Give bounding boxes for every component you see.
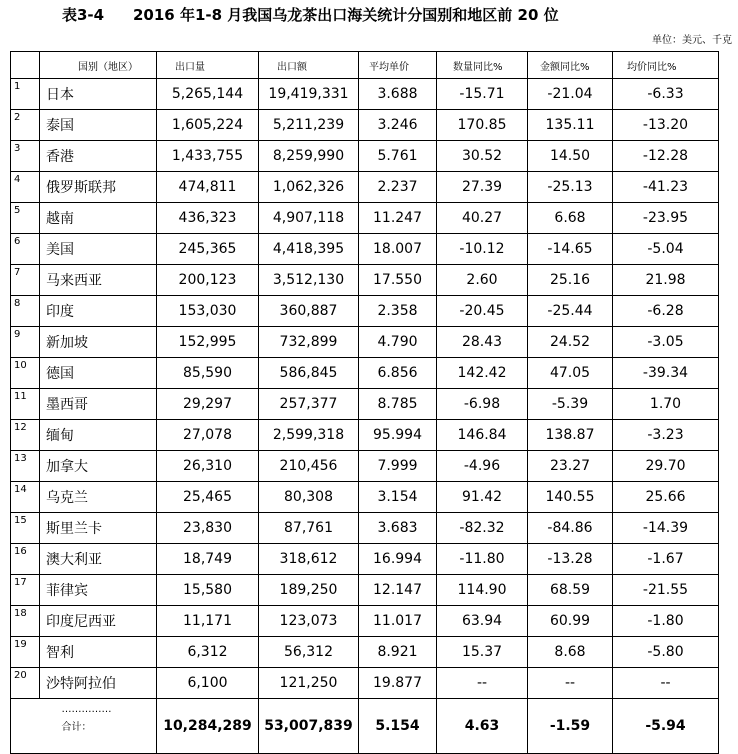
price-yoy-cell: -13.20 — [613, 110, 719, 141]
quantity-cell: 11,171 — [157, 606, 259, 637]
country-cell: 缅甸 — [40, 420, 157, 451]
unit-price-cell: 7.999 — [359, 451, 437, 482]
quantity-cell: 1,433,755 — [157, 141, 259, 172]
table-number: 表3-4 — [62, 6, 105, 24]
unit-price-cell: 8.921 — [359, 637, 437, 668]
price-yoy-cell: -1.67 — [613, 544, 719, 575]
table-row — [11, 172, 719, 203]
country-cell: 印度 — [40, 296, 157, 327]
row-index: 8 — [11, 296, 40, 327]
amt-yoy-cell: 8.68 — [528, 637, 613, 668]
country-cell: 乌克兰 — [40, 482, 157, 513]
price-yoy-cell: -1.80 — [613, 606, 719, 637]
price-yoy-cell: -41.23 — [613, 172, 719, 203]
table-row — [11, 110, 719, 141]
amt-yoy-cell: -25.13 — [528, 172, 613, 203]
quantity-cell: 25,465 — [157, 482, 259, 513]
country-cell: 日本 — [40, 79, 157, 110]
amt-yoy-cell: 14.50 — [528, 141, 613, 172]
amount-cell: 189,250 — [259, 575, 359, 606]
table-row — [11, 296, 719, 327]
country-cell: 加拿大 — [40, 451, 157, 482]
unit-price-cell: 19.877 — [359, 668, 437, 699]
amount-cell: 318,612 — [259, 544, 359, 575]
row-index: 7 — [11, 265, 40, 296]
table-row — [11, 141, 719, 172]
qty-yoy-cell: 146.84 — [437, 420, 528, 451]
amount-cell: 1,062,326 — [259, 172, 359, 203]
qty-yoy-cell: 63.94 — [437, 606, 528, 637]
row-index: 6 — [11, 234, 40, 265]
table-row — [11, 358, 719, 389]
table-row — [11, 451, 719, 482]
qty-yoy-cell: 91.42 — [437, 482, 528, 513]
amount-cell: 360,887 — [259, 296, 359, 327]
total-amt-yoy: -1.59 — [528, 699, 613, 754]
amt-yoy-cell: 140.55 — [528, 482, 613, 513]
row-index: 17 — [11, 575, 40, 606]
row-index: 3 — [11, 141, 40, 172]
price-yoy-cell: -12.28 — [613, 141, 719, 172]
unit-price-cell: 4.790 — [359, 327, 437, 358]
header-qty-yoy: 数量同比% — [437, 52, 528, 79]
header-unit-price: 平均单价 — [359, 52, 437, 79]
quantity-cell: 15,580 — [157, 575, 259, 606]
amount-cell: 121,250 — [259, 668, 359, 699]
qty-yoy-cell: 27.39 — [437, 172, 528, 203]
row-index: 19 — [11, 637, 40, 668]
row-index: 16 — [11, 544, 40, 575]
total-qty-yoy: 4.63 — [437, 699, 528, 754]
total-index-cell — [11, 699, 40, 754]
quantity-cell: 200,123 — [157, 265, 259, 296]
price-yoy-cell: 1.70 — [613, 389, 719, 420]
amt-yoy-cell: 23.27 — [528, 451, 613, 482]
country-cell: 印度尼西亚 — [40, 606, 157, 637]
table-row — [11, 79, 719, 110]
amt-yoy-cell: 68.59 — [528, 575, 613, 606]
country-cell: 斯里兰卡 — [40, 513, 157, 544]
quantity-cell: 6,100 — [157, 668, 259, 699]
amount-cell: 80,308 — [259, 482, 359, 513]
amt-yoy-cell: -5.39 — [528, 389, 613, 420]
total-label-cell — [40, 699, 157, 754]
total-unit-price: 5.154 — [359, 699, 437, 754]
quantity-cell: 29,297 — [157, 389, 259, 420]
qty-yoy-cell: 15.37 — [437, 637, 528, 668]
export-table — [10, 51, 719, 754]
header-index — [11, 52, 40, 79]
amount-cell: 123,073 — [259, 606, 359, 637]
amount-cell: 4,418,395 — [259, 234, 359, 265]
table-row — [11, 668, 719, 699]
price-yoy-cell: -6.28 — [613, 296, 719, 327]
country-cell: 俄罗斯联邦 — [40, 172, 157, 203]
country-cell: 马来西亚 — [40, 265, 157, 296]
qty-yoy-cell: 28.43 — [437, 327, 528, 358]
unit-price-cell: 2.358 — [359, 296, 437, 327]
total-price-yoy: -5.94 — [613, 699, 719, 754]
unit-price-cell: 2.237 — [359, 172, 437, 203]
unit-price-cell: 17.550 — [359, 265, 437, 296]
unit-price-cell: 8.785 — [359, 389, 437, 420]
country-cell: 越南 — [40, 203, 157, 234]
amt-yoy-cell: 135.11 — [528, 110, 613, 141]
qty-yoy-cell: -15.71 — [437, 79, 528, 110]
price-yoy-cell: 25.66 — [613, 482, 719, 513]
amt-yoy-cell: -25.44 — [528, 296, 613, 327]
unit-note: 单位：美元、千克 — [652, 35, 732, 46]
amount-cell: 586,845 — [259, 358, 359, 389]
row-index: 1 — [11, 79, 40, 110]
table-row — [11, 544, 719, 575]
row-index: 4 — [11, 172, 40, 203]
table-row — [11, 513, 719, 544]
price-yoy-cell: -21.55 — [613, 575, 719, 606]
row-index: 10 — [11, 358, 40, 389]
unit-price-cell: 95.994 — [359, 420, 437, 451]
unit-price-cell: 18.007 — [359, 234, 437, 265]
header-amt-yoy: 金额同比% — [528, 52, 613, 79]
amt-yoy-cell: 6.68 — [528, 203, 613, 234]
quantity-cell: 27,078 — [157, 420, 259, 451]
total-ellipsis: …………… — [61, 704, 112, 715]
qty-yoy-cell: -6.98 — [437, 389, 528, 420]
qty-yoy-cell: -4.96 — [437, 451, 528, 482]
quantity-cell: 474,811 — [157, 172, 259, 203]
quantity-cell: 5,265,144 — [157, 79, 259, 110]
amount-cell: 19,419,331 — [259, 79, 359, 110]
price-yoy-cell: 29.70 — [613, 451, 719, 482]
price-yoy-cell: -39.34 — [613, 358, 719, 389]
amount-cell: 5,211,239 — [259, 110, 359, 141]
header-row — [11, 52, 719, 79]
quantity-cell: 245,365 — [157, 234, 259, 265]
unit-price-cell: 11.017 — [359, 606, 437, 637]
unit-price-cell: 16.994 — [359, 544, 437, 575]
qty-yoy-cell: 142.42 — [437, 358, 528, 389]
quantity-cell: 153,030 — [157, 296, 259, 327]
amt-yoy-cell: -84.86 — [528, 513, 613, 544]
price-yoy-cell: -23.95 — [613, 203, 719, 234]
header-quantity: 出口量 — [157, 52, 259, 79]
qty-yoy-cell: 2.60 — [437, 265, 528, 296]
amt-yoy-cell: 24.52 — [528, 327, 613, 358]
country-cell: 智利 — [40, 637, 157, 668]
amt-yoy-cell: 25.16 — [528, 265, 613, 296]
table-row — [11, 389, 719, 420]
amt-yoy-cell: 47.05 — [528, 358, 613, 389]
quantity-cell: 152,995 — [157, 327, 259, 358]
price-yoy-cell: -5.80 — [613, 637, 719, 668]
country-cell: 德国 — [40, 358, 157, 389]
quantity-cell: 18,749 — [157, 544, 259, 575]
table-row — [11, 637, 719, 668]
qty-yoy-cell: -20.45 — [437, 296, 528, 327]
header-amount: 出口额 — [259, 52, 359, 79]
unit-price-cell: 5.761 — [359, 141, 437, 172]
qty-yoy-cell: -- — [437, 668, 528, 699]
table-row — [11, 203, 719, 234]
unit-price-cell: 3.683 — [359, 513, 437, 544]
qty-yoy-cell: 30.52 — [437, 141, 528, 172]
row-index: 18 — [11, 606, 40, 637]
price-yoy-cell: -3.23 — [613, 420, 719, 451]
country-cell: 沙特阿拉伯 — [40, 668, 157, 699]
price-yoy-cell: -3.05 — [613, 327, 719, 358]
amount-cell: 2,599,318 — [259, 420, 359, 451]
amount-cell: 8,259,990 — [259, 141, 359, 172]
total-amount: 53,007,839 — [259, 699, 359, 754]
quantity-cell: 1,605,224 — [157, 110, 259, 141]
qty-yoy-cell: -10.12 — [437, 234, 528, 265]
qty-yoy-cell: 114.90 — [437, 575, 528, 606]
row-index: 15 — [11, 513, 40, 544]
price-yoy-cell: 21.98 — [613, 265, 719, 296]
qty-yoy-cell: -82.32 — [437, 513, 528, 544]
quantity-cell: 6,312 — [157, 637, 259, 668]
table-row — [11, 234, 719, 265]
row-index: 14 — [11, 482, 40, 513]
qty-yoy-cell: -11.80 — [437, 544, 528, 575]
price-yoy-cell: -14.39 — [613, 513, 719, 544]
country-cell: 新加坡 — [40, 327, 157, 358]
country-cell: 美国 — [40, 234, 157, 265]
qty-yoy-cell: 40.27 — [437, 203, 528, 234]
table-row — [11, 327, 719, 358]
quantity-cell: 436,323 — [157, 203, 259, 234]
row-index: 13 — [11, 451, 40, 482]
country-cell: 香港 — [40, 141, 157, 172]
country-cell: 墨西哥 — [40, 389, 157, 420]
total-quantity: 10,284,289 — [157, 699, 259, 754]
row-index: 5 — [11, 203, 40, 234]
quantity-cell: 26,310 — [157, 451, 259, 482]
table-row — [11, 265, 719, 296]
amount-cell: 87,761 — [259, 513, 359, 544]
unit-price-cell: 3.154 — [359, 482, 437, 513]
amt-yoy-cell: -14.65 — [528, 234, 613, 265]
price-yoy-cell: -5.04 — [613, 234, 719, 265]
amt-yoy-cell: -- — [528, 668, 613, 699]
amt-yoy-cell: -13.28 — [528, 544, 613, 575]
unit-price-cell: 3.246 — [359, 110, 437, 141]
amount-cell: 210,456 — [259, 451, 359, 482]
amount-cell: 3,512,130 — [259, 265, 359, 296]
country-cell: 泰国 — [40, 110, 157, 141]
price-yoy-cell: -6.33 — [613, 79, 719, 110]
total-row — [11, 699, 719, 754]
total-label: 合计： — [61, 722, 92, 733]
unit-price-cell: 11.247 — [359, 203, 437, 234]
amt-yoy-cell: 60.99 — [528, 606, 613, 637]
unit-price-cell: 3.688 — [359, 79, 437, 110]
header-price-yoy: 均价同比% — [613, 52, 719, 79]
row-index: 11 — [11, 389, 40, 420]
quantity-cell: 85,590 — [157, 358, 259, 389]
amount-cell: 257,377 — [259, 389, 359, 420]
quantity-cell: 23,830 — [157, 513, 259, 544]
row-index: 20 — [11, 668, 40, 699]
table-row — [11, 575, 719, 606]
unit-price-cell: 6.856 — [359, 358, 437, 389]
amount-cell: 56,312 — [259, 637, 359, 668]
table-row — [11, 420, 719, 451]
row-index: 12 — [11, 420, 40, 451]
row-index: 2 — [11, 110, 40, 141]
amount-cell: 4,907,118 — [259, 203, 359, 234]
amt-yoy-cell: -21.04 — [528, 79, 613, 110]
amount-cell: 732,899 — [259, 327, 359, 358]
country-cell: 澳大利亚 — [40, 544, 157, 575]
table-row — [11, 606, 719, 637]
header-country: 国别（地区） — [40, 52, 157, 79]
unit-price-cell: 12.147 — [359, 575, 437, 606]
table-row — [11, 482, 719, 513]
amt-yoy-cell: 138.87 — [528, 420, 613, 451]
row-index: 9 — [11, 327, 40, 358]
price-yoy-cell: -- — [613, 668, 719, 699]
qty-yoy-cell: 170.85 — [437, 110, 528, 141]
country-cell: 菲律宾 — [40, 575, 157, 606]
table-title-text: 2016 年1-8 月我国乌龙茶出口海关统计分国别和地区前 20 位 — [133, 6, 559, 24]
